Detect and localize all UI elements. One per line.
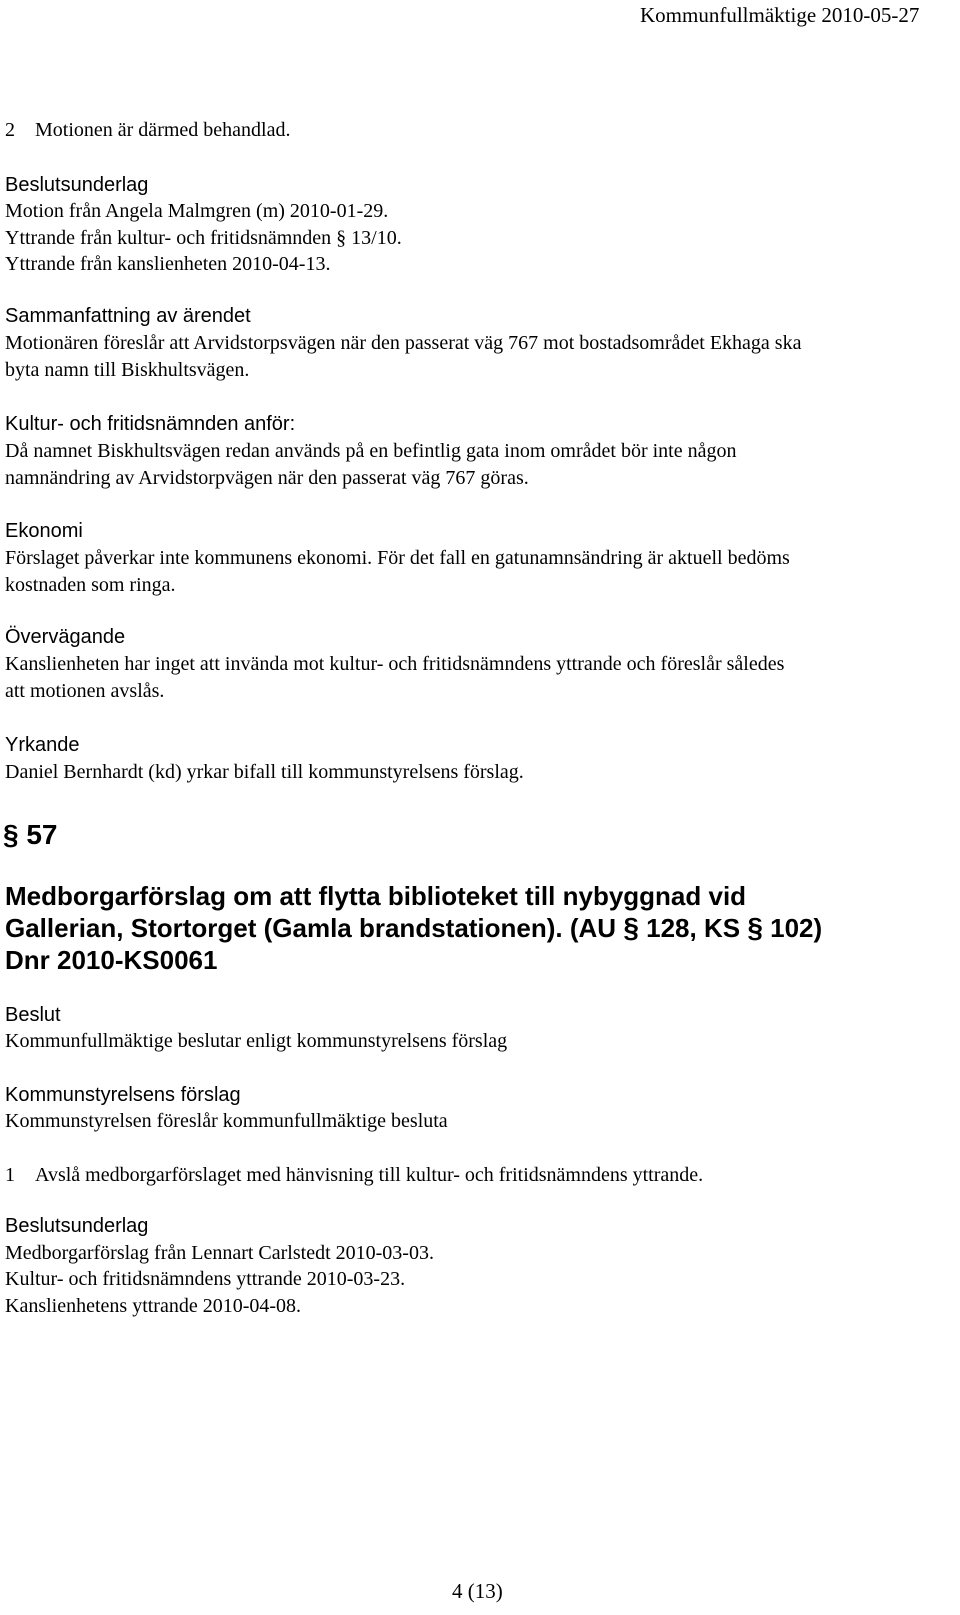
forslag-text: Kommunstyrelsen föreslår kommunfullmäktige besluta [5, 1110, 448, 1132]
underlag-line: Kultur- och fritidsnämndens yttrande 2010-03-23. [5, 1268, 406, 1290]
underlag-line: Medborgarförslag från Lennart Carlstedt 2010-03-03. [5, 1242, 434, 1264]
underlag-line: Motion från Angela Malmgren (m) 2010-01-29. [5, 200, 389, 222]
page-header-title: Kommunfullmäktige 2010-05-27 [640, 3, 920, 27]
decision-point-text: Avslå medborgarförslaget med hänvisning till kultur- och fritidsnämndens yttrande. [35, 1164, 704, 1186]
section-heading-beslut: Beslut [5, 1004, 61, 1026]
section-sign: § [623, 912, 639, 943]
overvagande-line: Kanslienheten har inget att invända mot kultur- och fritidsnämndens yttrande och föreslår således [5, 653, 785, 675]
item-title-part: Gallerian, Stortorget (Gamla brandstationen). (AU [5, 913, 617, 943]
item-title-line-2 [5, 912, 822, 944]
overvagande-line: att motionen avslås. [5, 680, 165, 702]
item-number-heading [3, 818, 58, 852]
section-heading-overvagande: Övervägande [5, 626, 126, 648]
section-heading-beslutsunderlag: Beslutsunderlag [5, 1215, 149, 1237]
sammanfattning-line: Motionären föreslår att Arvidstorpsvägen när den passerat väg 767 mot bostadsområdet Ekhaga ska [5, 332, 802, 354]
section-heading-forslag: Kommunstyrelsens förslag [5, 1084, 241, 1106]
decision-point-text: Motionen är därmed behandlad. [35, 119, 291, 141]
underlag-line: Yttrande från kanslienheten 2010-04-13. [5, 253, 331, 275]
kultur-line: namnändring av Arvidstorpvägen när den passerat väg 767 göras. [5, 467, 529, 489]
page-number: 4 (13) [452, 1579, 503, 1603]
item-title-part: 128, KS [646, 913, 741, 943]
ekonomi-line: kostnaden som ringa. [5, 574, 176, 596]
decision-point-number: 2 [5, 119, 15, 141]
ekonomi-line: Förslaget påverkar inte kommunens ekonomi. För det fall en gatunamnsändring är aktuell bedöms [5, 547, 790, 569]
underlag-line: Yttrande från kultur- och fritidsnämnden § 13/10. [5, 227, 402, 249]
section-heading-ekonomi: Ekonomi [5, 520, 83, 542]
yrkande-line: Daniel Bernhardt (kd) yrkar bifall till kommunstyrelsens förslag. [5, 761, 524, 783]
section-heading-yrkande: Yrkande [5, 734, 80, 756]
section-heading-beslutsunderlag: Beslutsunderlag [5, 174, 149, 196]
underlag-line: Kanslienhetens yttrande 2010-04-08. [5, 1295, 302, 1317]
item-title-part: 102) [770, 913, 823, 943]
item-title-line-1: Medborgarförslag om att flytta biblioteket till nybyggnad vid [5, 881, 747, 911]
kultur-line: Då namnet Biskhultsvägen redan används på en befintlig gata inom området bör inte någon [5, 440, 737, 462]
item-number: 57 [26, 819, 58, 850]
section-sign: § [3, 819, 19, 850]
sammanfattning-line: byta namn till Biskhultsvägen. [5, 359, 250, 381]
section-heading-sammanfattning: Sammanfattning av ärendet [5, 305, 251, 327]
section-heading-kultur: Kultur- och fritidsnämnden anför: [5, 413, 296, 435]
decision-point-number: 1 [5, 1164, 15, 1186]
item-dnr: Dnr 2010-KS0061 [5, 945, 218, 975]
section-sign: § [747, 912, 763, 943]
beslut-text: Kommunfullmäktige beslutar enligt kommunstyrelsens förslag [5, 1030, 508, 1052]
